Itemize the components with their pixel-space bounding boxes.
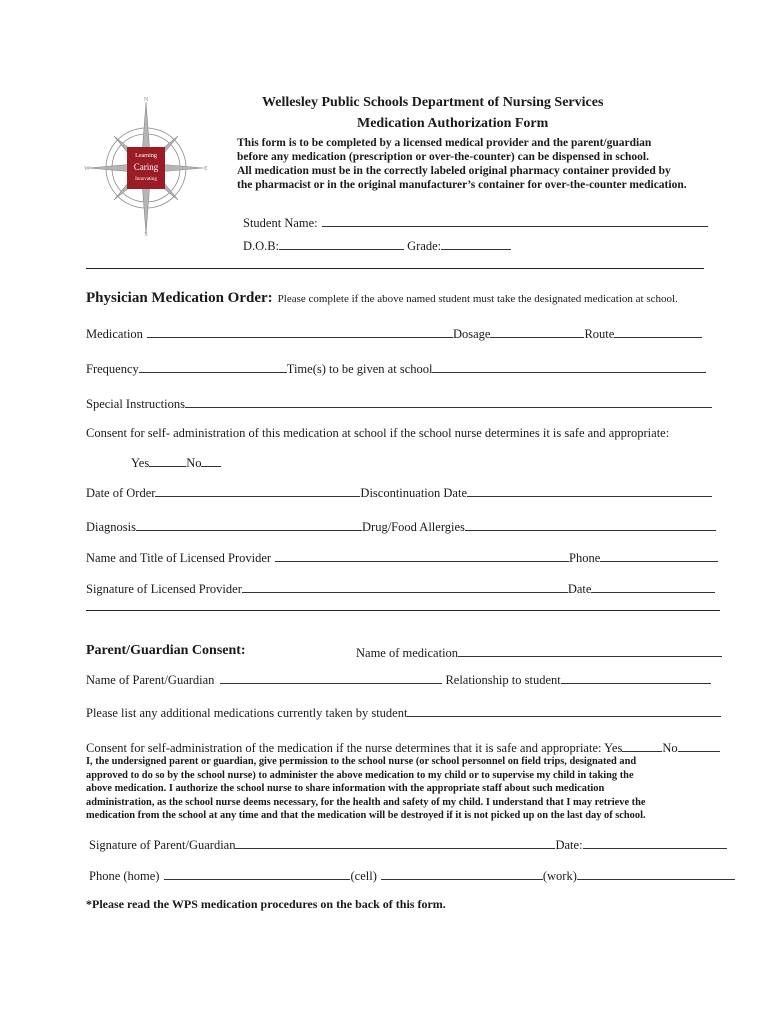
parent-heading-row: [86, 643, 246, 659]
grade-label: Grade:: [407, 239, 442, 253]
parent-no-label: No: [662, 741, 678, 755]
provider-signature-label: Signature of Licensed Provider: [86, 582, 242, 596]
student-dob-row: [243, 237, 511, 254]
logo-word-caring: Caring: [133, 162, 159, 172]
diagnosis-label: Diagnosis: [86, 520, 136, 534]
allergies-field[interactable]: [465, 518, 716, 531]
frequency-row: [86, 360, 706, 377]
provider-date-label: Date: [567, 582, 592, 596]
form-title: Wellesley Public Schools Department of Nursing Services: [262, 95, 604, 110]
parent-date-label: Date:: [555, 838, 583, 852]
special-instructions-label: Special Instructions: [86, 397, 185, 411]
times-label: Time(s) to be given at school: [286, 362, 433, 376]
yes-no-row: [131, 454, 221, 471]
physician-heading-colon: :: [267, 290, 273, 306]
allergies-label: Drug/Food Allergies: [362, 520, 465, 534]
additional-meds-label: Please list any additional medications currently taken by student: [86, 706, 408, 720]
yes-label: Yes: [131, 456, 150, 470]
provider-name-label: Name and Title of Licensed Provider: [86, 551, 272, 565]
parent-signature-label: Signature of Parent/Guardian: [89, 838, 236, 852]
divider-1: [86, 268, 704, 269]
medication-label: Medication: [86, 327, 143, 341]
phone-cell-field[interactable]: [381, 867, 543, 880]
permission-line-4: administration, as the school nurse deems necessary, for the health and safety of my child. I understand that I may retrieve the: [86, 796, 646, 808]
physician-note: Please complete if the above named student must take the designated medication at school.: [277, 293, 678, 305]
special-instructions-row: [86, 395, 712, 412]
additional-meds-field[interactable]: [407, 704, 721, 717]
med-name-row: [356, 644, 722, 661]
footer-note: *Please read the WPS medication procedures on the back of this form.: [86, 897, 446, 911]
parent-consent-row: [86, 739, 720, 756]
phone-label: Phone: [569, 551, 601, 565]
parent-yes-field[interactable]: [622, 739, 662, 752]
phone-work-label: (work): [542, 869, 577, 883]
parent-heading: Parent/Guardian Consent:: [86, 643, 246, 658]
intro-line-4: the pharmacist or in the original manufacturer’s container for over-the-counter medication.: [237, 179, 687, 191]
phone-home-field[interactable]: [164, 867, 350, 880]
physician-heading-row: [86, 290, 678, 307]
self-admin-consent-text: Consent for self- administration of this medication at school if the school nurse determines it is safe and appropriate:: [86, 426, 670, 440]
no-label: No: [186, 456, 202, 470]
intro-line-3: All medication must be in the correctly labeled original pharmacy container provided by: [237, 165, 671, 177]
order-date-row: [86, 484, 712, 501]
dob-label: D.O.B:: [243, 239, 280, 253]
discontinuation-date-field[interactable]: [467, 484, 712, 497]
form-subtitle: Medication Authorization Form: [357, 116, 549, 131]
date-of-order-label: Date of Order: [86, 486, 156, 500]
route-field[interactable]: [614, 325, 702, 338]
phone-cell-label: (cell): [350, 869, 377, 883]
grade-field[interactable]: [441, 237, 511, 250]
dosage-field[interactable]: [490, 325, 584, 338]
yes-field[interactable]: [149, 454, 186, 467]
wps-compass-logo: [84, 94, 209, 236]
frequency-field[interactable]: [139, 360, 287, 373]
parent-signature-row: [89, 836, 727, 853]
divider-2: [86, 610, 720, 611]
parent-consent-text: Consent for self-administration of the medication if the nurse determines that it is safe and appropriate: Yes: [86, 741, 623, 755]
compass-e: E: [204, 166, 208, 172]
compass-n: N: [143, 97, 149, 103]
compass-w: W: [84, 166, 90, 172]
medication-field[interactable]: [147, 325, 453, 338]
relationship-field[interactable]: [561, 671, 711, 684]
discontinuation-date-label: Discontinuation Date: [360, 486, 467, 500]
permission-line-5: medication from the school at any time and that the medication will be destroyed if it is not picked up on the last day of school.: [86, 810, 646, 822]
diagnosis-row: [86, 518, 716, 535]
parent-name-label: Name of Parent/Guardian: [86, 673, 215, 687]
provider-signature-field[interactable]: [242, 580, 568, 593]
intro-line-1: This form is to be completed by a licensed medical provider and the parent/guardian: [237, 137, 652, 149]
self-admin-consent-row: [86, 426, 669, 441]
route-label: Route: [584, 327, 615, 341]
additional-meds-row: [86, 704, 721, 721]
provider-date-field[interactable]: [591, 580, 715, 593]
parent-name-row: [86, 671, 711, 688]
student-name-label: Student Name:: [243, 216, 318, 230]
phone-work-field[interactable]: [577, 867, 735, 880]
dosage-label: Dosage: [452, 327, 491, 341]
relationship-label: Relationship to student: [445, 673, 561, 687]
parent-name-field[interactable]: [220, 671, 442, 684]
physician-heading: Physician Medication Order: [86, 290, 268, 306]
provider-name-row: [86, 549, 718, 566]
parent-signature-field[interactable]: [235, 836, 555, 849]
parent-phone-row: [89, 867, 735, 884]
permission-statement: [86, 755, 646, 823]
special-instructions-field[interactable]: [185, 395, 712, 408]
times-field[interactable]: [432, 360, 706, 373]
medication-row: [86, 325, 702, 342]
med-name-field[interactable]: [458, 644, 722, 657]
phone-home-label: Phone (home): [89, 869, 160, 883]
no-field[interactable]: [201, 454, 221, 467]
student-name-field[interactable]: [322, 214, 708, 227]
student-name-row: [243, 214, 708, 231]
logo-word-innovating: Innovating: [135, 177, 157, 182]
diagnosis-field[interactable]: [136, 518, 362, 531]
med-name-label: Name of medication: [356, 646, 459, 660]
provider-signature-row: [86, 580, 715, 597]
provider-name-field[interactable]: [275, 549, 569, 562]
parent-no-field[interactable]: [678, 739, 720, 752]
dob-field[interactable]: [279, 237, 404, 250]
logo-word-learning: Learning: [135, 153, 157, 159]
permission-line-3: above medication. I authorize the school nurse to share information with the appropriate staff about such medication: [86, 783, 605, 795]
intro-line-2: before any medication (prescription or over-the-counter) can be dispensed in school.: [237, 151, 649, 163]
permission-line-2: approved to do so by the school nurse) to administer the above medication to my child or to supervise my child in taking the: [86, 769, 634, 781]
provider-phone-field[interactable]: [600, 549, 718, 562]
frequency-label: Frequency: [86, 362, 139, 376]
parent-date-field[interactable]: [583, 836, 727, 849]
date-of-order-field[interactable]: [155, 484, 360, 497]
compass-s: S: [144, 232, 148, 236]
permission-line-1: I, the undersigned parent or guardian, give permission to the school nurse (or school personnel on field trips, designated and: [86, 756, 637, 767]
